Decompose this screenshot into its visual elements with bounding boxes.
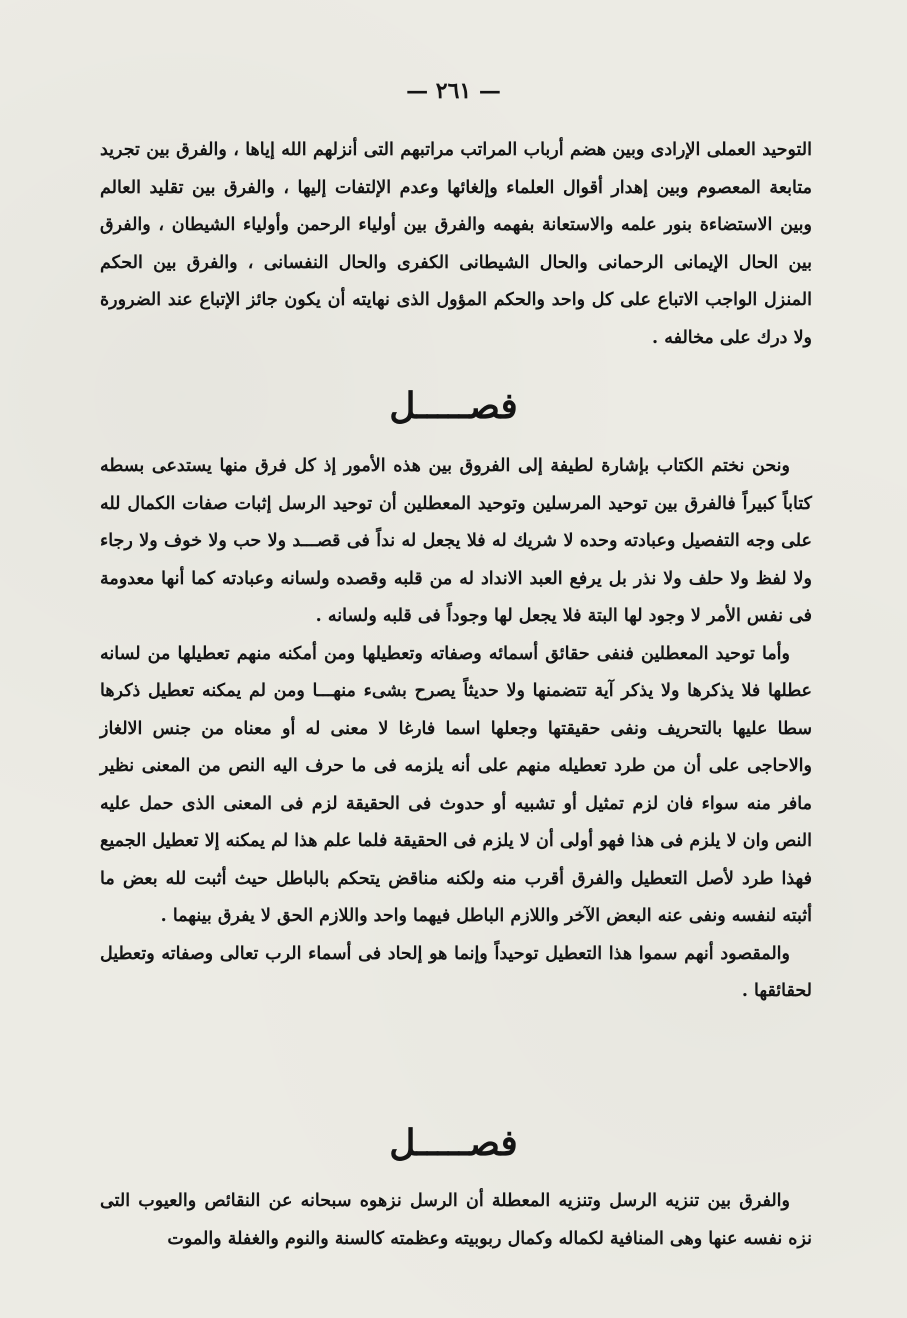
text-block-bottom <box>100 1183 812 1258</box>
page-number: — ٢٦١ — <box>406 78 501 104</box>
text-block-top <box>100 132 812 357</box>
section-heading: فصـــــل <box>389 385 518 427</box>
text-block-middle <box>100 448 812 1011</box>
paragraph: والفرق بين تنزيه الرسل وتنزيه المعطلة أن الرسل نزهوه سبحانه عن النقائص والعيوب التى نزه نفسه عنها وهى المنافية لكماله وكمال ربوبيته وعظمته كالسنة والنوم والغفلة والموت <box>100 1191 812 1249</box>
section-heading: فصـــــل <box>389 1122 518 1164</box>
paragraph: والمقصود أنهم سموا هذا التعطيل توحيداً وإنما هو إلحاد فى أسماء الرب تعالى وصفاته وتعطيل لحقائقها . <box>100 943 812 1001</box>
paragraph: وأما توحيد المعطلين فنفى حقائق أسمائه وصفاته وتعطيلها ومن أمكنه منهم تعطيلها من لسانه عطلها فلا يذكرها ولا يذكر آية تتضمنها ولا حديثاً يصرح بشىء منهـــا ومن لم يمكنه تعطيل ذكرها سطا عليها بالتحريف ونفى حقيقتها وجعلها اسما فارغا لا معنى له أو معناه من جنس الالغاز والاحاجى على أن من طرد تعطيله منهم على أنه يلزمه فى ما حرف اليه النص من المعنى نظير مافر منه سواء فان لزم تمثيل أو تشبيه أو حدوث فى الحقيقة لزم فى المعنى الذى حمل عليه النص وان لا يلزم فى هذا فهو أولى أن لا يلزم فى الحقيقة فلما علم هذا لم يمكنه إلا تعطيل الجميع فهذا طرد لأصل التعطيل والفرق أقرب منه ولكنه مناقض يتحكم بالباطل حيث أثبت لله بعض ما أثبته لنفسه ونفى عنه البعض الآخر واللازم الباطل فيهما واحد واللازم الحق لا يفرق بينهما . <box>100 643 812 926</box>
paragraph: التوحيد العملى الإرادى وبين هضم أرباب المراتب مراتبهم التى أنزلهم الله إياها ، والفرق بين تجريد متابعة المعصوم وبين إهدار أقوال العلماء وإلغائها وعدم الإلتفات إليها ، والفرق بين تقليد العالم وبين الاستضاءة بنور علمه والاستعانة بفهمه والفرق بين أولياء الرحمن وأولياء الشيطان ، والفرق بين الحال الإيمانى الرحمانى والحال الشيطانى الكفرى والحال النفسانى ، والفرق بين الحكم المنزل الواجب الاتباع على كل واحد والحكم المؤول الذى نهايته أن يكون جائز الإتباع عند الضرورة ولا درك على مخالفه . <box>100 140 812 348</box>
paragraph: ونحن نختم الكتاب بإشارة لطيفة إلى الفروق بين هذه الأمور إذ كل فرق منها يستدعى بسطه كتاباً كبيراً فالفرق بين توحيد المرسلين وتوحيد المعطلين أن توحيد الرسل إثبات صفات الكمال لله على وجه التفصيل وعبادته وحده لا شريك له فلا يجعل له نداً فى قصـــد ولا حب ولا خوف ولا رجاء ولا لفظ ولا حلف ولا نذر بل يرفع العبد الانداد له من قلبه وقصده ولسانه وعبادته كما أنها معدومة فى نفس الأمر لا وجود لها البتة فلا يجعل لها وجوداً فى قلبه ولسانه . <box>100 456 813 626</box>
